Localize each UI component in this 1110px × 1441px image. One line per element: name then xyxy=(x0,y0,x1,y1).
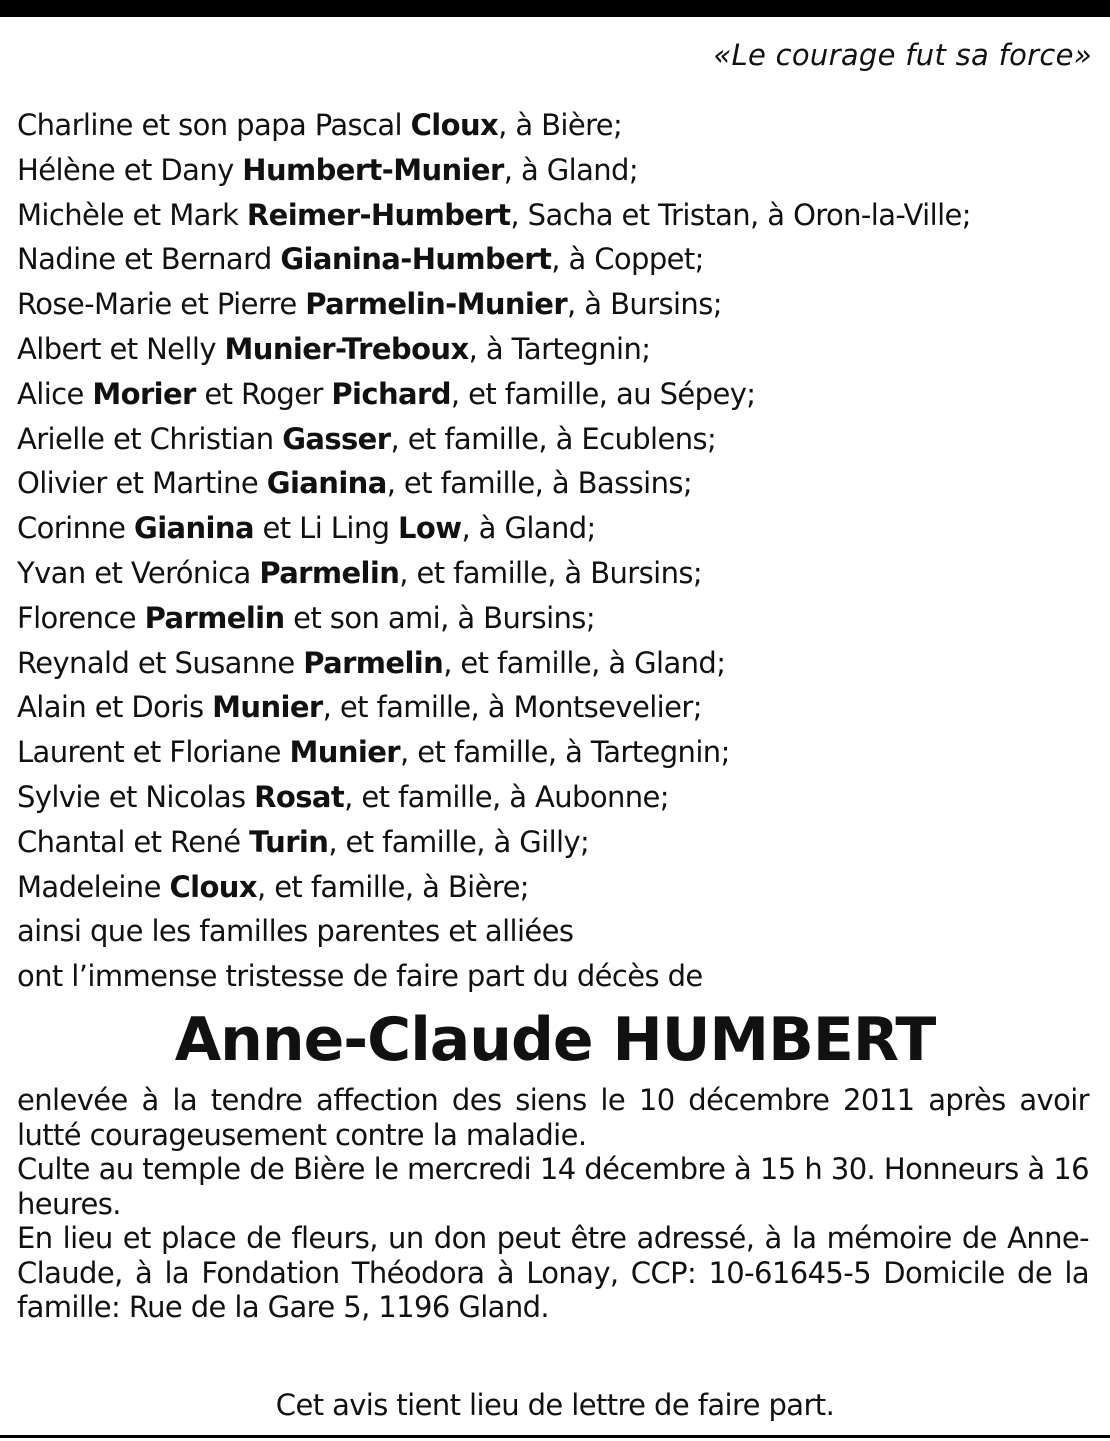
family-text: , Sacha et Tristan, à Oron-la-Ville; xyxy=(510,197,971,232)
family-surname: Low xyxy=(398,511,462,546)
family-text: Hélène et Dany xyxy=(17,152,243,187)
family-text: , à Gland; xyxy=(461,511,596,546)
family-surname: Parmelin-Munier xyxy=(305,287,568,322)
family-surname: Morier xyxy=(92,376,196,411)
family-text: Arielle et Christian xyxy=(17,421,283,456)
family-surname: Gianina xyxy=(266,466,387,501)
family-surname: Humbert-Munier xyxy=(242,152,504,187)
family-surname: Cloux xyxy=(410,108,499,142)
notice-body xyxy=(17,1083,1089,1325)
family-surname: Munier xyxy=(289,735,400,770)
family-surname: Parmelin xyxy=(303,645,444,680)
family-line xyxy=(17,461,1093,506)
service-paragraph: Culte au temple de Bière le mercredi 14 décembre à 15 h 30. Honneurs à 16 heures. xyxy=(17,1152,1089,1221)
family-text: Yvan et Verónica xyxy=(17,555,260,590)
family-text: , et famille, à Gland; xyxy=(443,645,726,680)
family-surname: Parmelin xyxy=(144,600,285,635)
family-text: , à Gland; xyxy=(503,152,639,187)
motto-quote: «Le courage fut sa force» xyxy=(713,38,1092,72)
family-text: Laurent et Floriane xyxy=(17,735,290,770)
family-line xyxy=(17,417,1093,462)
family-text: Albert et Nelly xyxy=(17,331,225,366)
family-text: , et famille, à Aubonne; xyxy=(344,779,669,814)
closing-note: Cet avis tient lieu de lettre de faire part. xyxy=(275,1388,835,1422)
family-line xyxy=(17,506,1093,551)
family-surname: Parmelin xyxy=(259,555,400,590)
family-line xyxy=(17,820,1093,865)
donation-paragraph: En lieu et place de fleurs, un don peut être adressé, à la mémoire de Anne-Claude, à la Fondation Théodora à Lonay, CCP: 10-61645-5 Domicile de la famille: Rue de la Gare 5, 1196 Gland. xyxy=(17,1221,1089,1324)
family-text: , à Bursins; xyxy=(567,287,722,322)
family-text: Michèle et Mark xyxy=(17,197,247,232)
bottom-border-rule xyxy=(0,1435,1110,1438)
family-line xyxy=(17,865,1093,910)
family-text: Corinne xyxy=(17,511,134,546)
family-text: , à Tartegnin; xyxy=(468,331,651,366)
family-line xyxy=(17,909,1093,954)
family-text: , et famille, à Bassins; xyxy=(386,466,693,501)
family-text: Madeleine xyxy=(17,869,170,904)
family-line xyxy=(17,954,1093,999)
family-text: Sylvie et Nicolas xyxy=(17,779,255,814)
family-line xyxy=(17,551,1093,596)
family-surname: Cloux xyxy=(169,869,257,904)
family-line xyxy=(17,641,1093,686)
family-surname: Munier xyxy=(212,690,323,725)
family-text: Charline et son papa Pascal xyxy=(17,108,411,142)
family-text: ainsi que les familles parentes et alliées xyxy=(17,914,574,949)
family-line xyxy=(17,775,1093,820)
family-list xyxy=(17,103,1093,999)
family-text: Olivier et Martine xyxy=(17,466,267,501)
top-border-rule xyxy=(0,0,1110,17)
family-surname: Munier-Treboux xyxy=(224,331,469,366)
family-text: , et famille, à Tartegnin; xyxy=(399,735,730,770)
family-text: Alain et Doris xyxy=(17,690,213,725)
family-text: et Li Ling xyxy=(253,511,399,546)
family-text: Florence xyxy=(17,600,145,635)
family-surname: Gianina xyxy=(134,511,254,546)
deceased-name: Anne-Claude HUMBERT xyxy=(174,1005,936,1075)
family-text: , et famille, à Montsevelier; xyxy=(322,690,702,725)
family-text: et son ami, à Bursins; xyxy=(284,600,595,635)
family-line xyxy=(17,282,1093,327)
family-line xyxy=(17,103,1093,148)
death-announcement-paragraph: enlevée à la tendre affection des siens le 10 décembre 2011 après avoir lutté courageusement contre la maladie. xyxy=(17,1083,1089,1152)
family-surname: Gianina-Humbert xyxy=(280,242,552,277)
family-text: ont l’immense tristesse de faire part du décès de xyxy=(17,959,703,994)
family-line xyxy=(17,327,1093,372)
family-text: Nadine et Bernard xyxy=(17,242,281,277)
family-text: Chantal et René xyxy=(17,824,250,859)
family-text: , et famille, à Bursins; xyxy=(399,555,703,590)
family-text: Reynald et Susanne xyxy=(17,645,304,680)
family-text: et Roger xyxy=(195,376,332,411)
family-surname: Gasser xyxy=(282,421,391,456)
family-text: Alice xyxy=(17,376,93,411)
family-text: Rose-Marie et Pierre xyxy=(17,287,306,322)
family-line xyxy=(17,685,1093,730)
family-surname: Reimer-Humbert xyxy=(246,197,511,232)
family-line xyxy=(17,596,1093,641)
family-line xyxy=(17,193,1093,238)
family-text: , et famille, à Bière; xyxy=(256,869,529,904)
family-text: , et famille, à Ecublens; xyxy=(390,421,717,456)
family-line xyxy=(17,148,1093,193)
family-surname: Pichard xyxy=(331,376,451,411)
family-surname: Rosat xyxy=(254,779,345,814)
family-line xyxy=(17,237,1093,282)
family-text: , et famille, au Sépey; xyxy=(450,376,756,411)
family-text: , à Coppet; xyxy=(551,242,704,277)
family-text: , à Bière; xyxy=(498,108,623,142)
family-line xyxy=(17,372,1093,417)
family-text: , et famille, à Gilly; xyxy=(328,824,590,859)
family-surname: Turin xyxy=(249,824,329,859)
family-line xyxy=(17,730,1093,775)
